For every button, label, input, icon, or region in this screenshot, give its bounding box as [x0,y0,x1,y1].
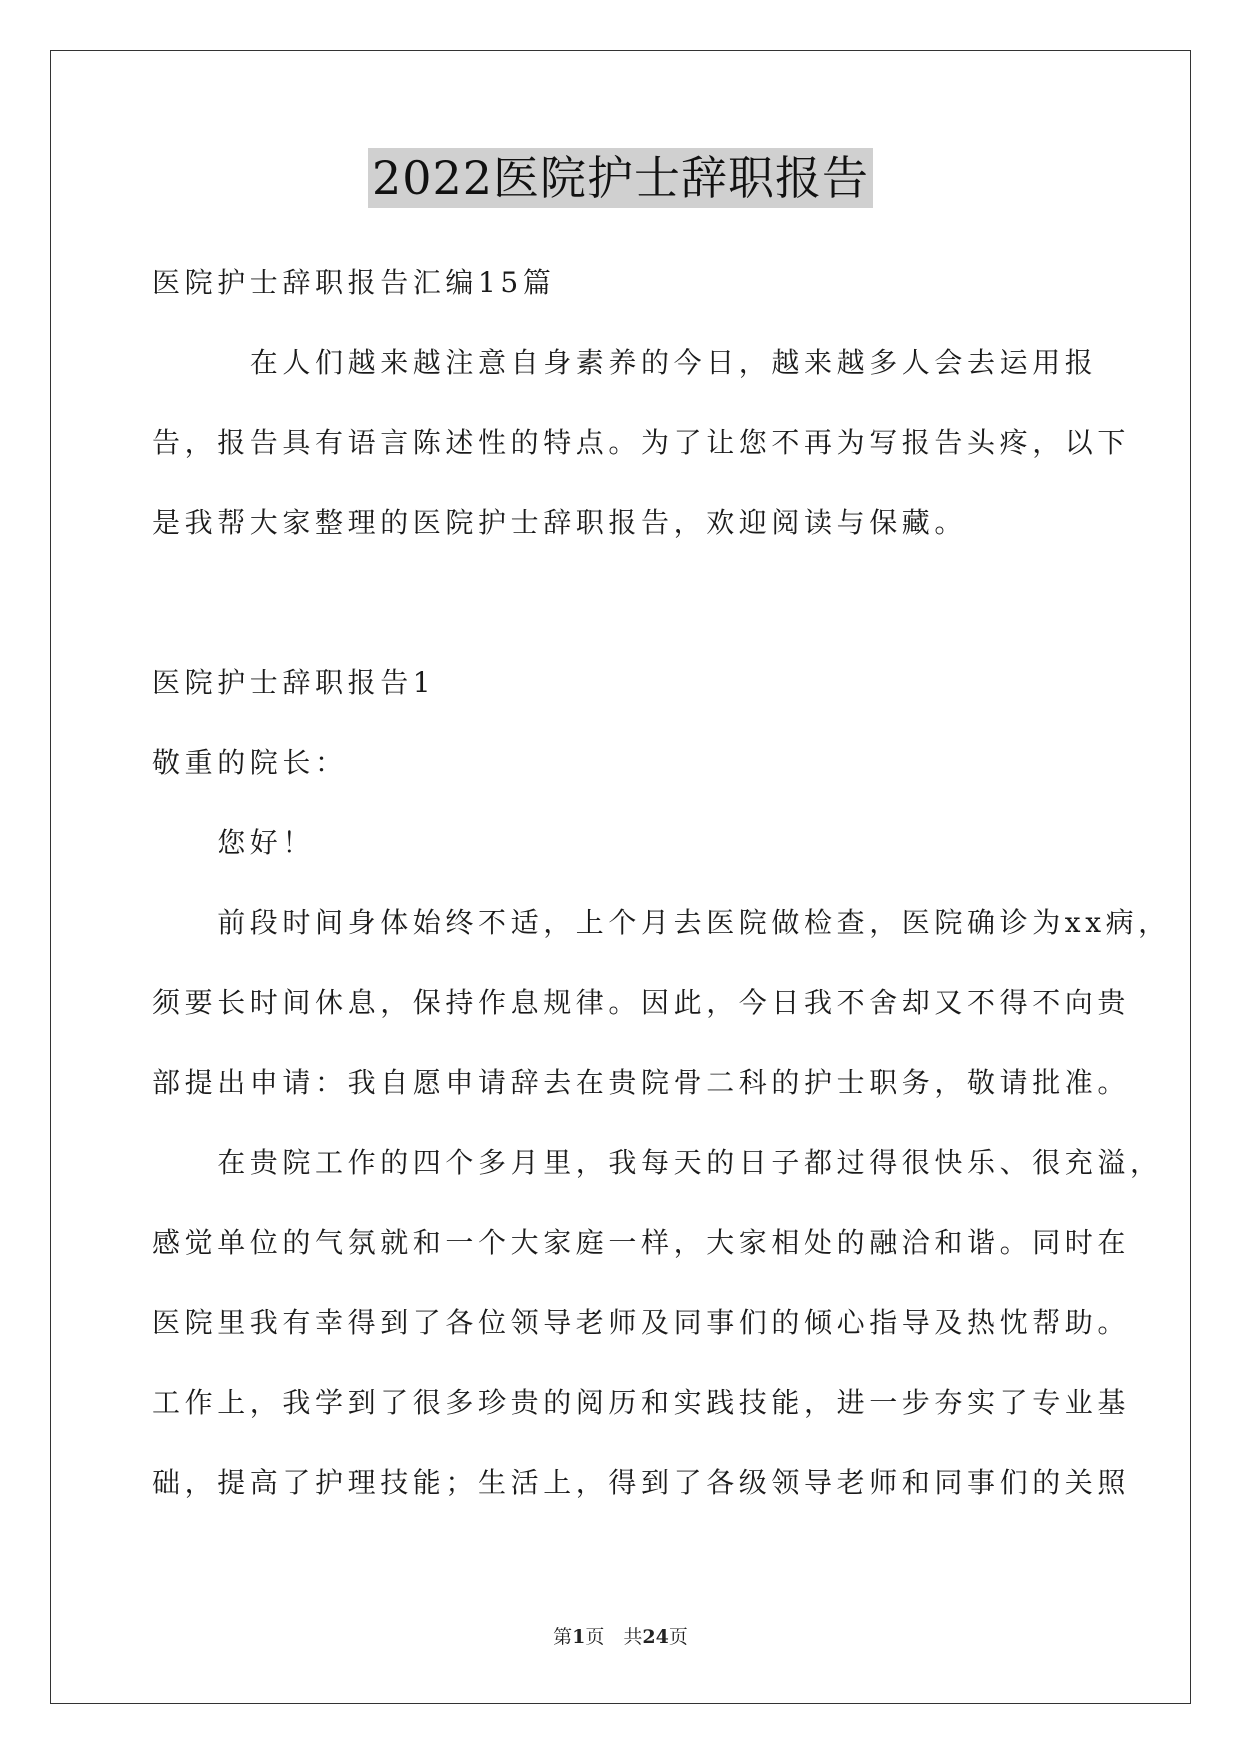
footer-total-pages: 24 [642,1626,669,1648]
title-container [0,148,1241,208]
greeting: 您好！ [152,826,316,859]
footer-middle: 页 共 [585,1626,643,1648]
footer-page-number: 1 [572,1626,586,1648]
text-line: 前段时间身体始终不适，上个月去医院做检查，医院确诊为xx病， [152,906,1171,939]
section-heading: 医院护士辞职报告1 [152,666,436,699]
footer-prefix: 第 [553,1626,573,1648]
footer-suffix: 页 [668,1626,688,1648]
document-title: 2022医院护士辞职报告 [368,148,873,208]
subtitle-line: 医院护士辞职报告汇编15篇 [152,266,556,299]
text-line: 是我帮大家整理的医院护士辞职报告，欢迎阅读与保藏。 [152,506,968,539]
text-line: 部提出申请：我自愿申请辞去在贵院骨二科的护士职务，敬请批准。 [152,1066,1131,1099]
text-line: 告，报告具有语言陈述性的特点。为了让您不再为写报告头疼，以下 [152,426,1131,459]
text-line: 须要长时间休息，保持作息规律。因此，今日我不舍却又不得不向贵 [152,986,1131,1019]
text-line: 工作上，我学到了很多珍贵的阅历和实践技能，进一步夯实了专业基 [152,1386,1131,1419]
text-line: 在人们越来越注意自身素养的今日，越来越多人会去运用报 [152,346,1098,379]
page-footer [0,1622,1241,1649]
text-line: 础，提高了护理技能；生活上，得到了各级领导老师和同事们的关照 [152,1466,1131,1499]
text-line: 医院里我有幸得到了各位领导老师及同事们的倾心指导及热忱帮助。 [152,1306,1131,1339]
text-line: 在贵院工作的四个多月里，我每天的日子都过得很快乐、很充溢， [152,1146,1163,1179]
text-line: 感觉单位的气氛就和一个大家庭一样，大家相处的融洽和谐。同时在 [152,1226,1131,1259]
salutation: 敬重的院长： [152,746,348,779]
